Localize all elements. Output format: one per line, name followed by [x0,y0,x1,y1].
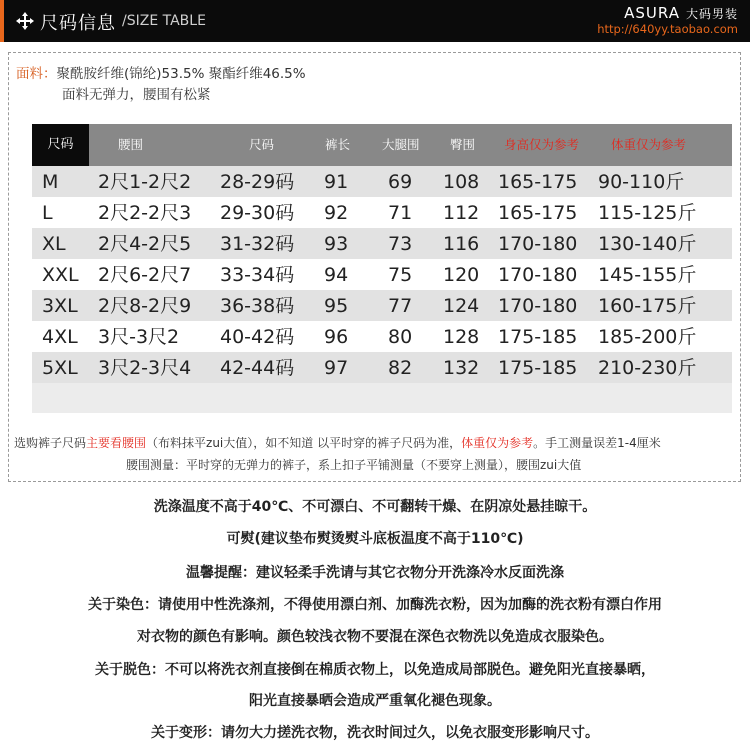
cell-height: 170-180 [498,264,578,286]
table-row [32,166,732,197]
care-line: 温馨提醒：建议轻柔手洗请与其它衣物分开洗涤冷水反面洗涤 [186,565,564,581]
cell-length: 96 [324,326,349,348]
header-thigh: 大腿围 [382,137,420,152]
cell-length: 93 [324,233,349,255]
four-point-arrows-icon [16,12,34,30]
header-subtitle: /SIZE TABLE [122,13,206,29]
cell-hip: 120 [443,264,480,286]
header-size-code: 尺码 [249,137,275,152]
table-row [32,259,732,290]
note-line-2: 腰围测量：平时穿的无弹力的裤子，系上扣子平铺测量（不要穿上测量），腰围zui大值 [126,458,582,472]
cell-size-code: 42-44码 [220,357,295,379]
cell-weight: 210-230斤 [598,357,697,379]
fabric-composition: 聚酰胺纤维(锦纶)53.5% 聚酯纤维46.5% [56,66,306,82]
cell-size-code: 31-32码 [220,233,295,255]
cell-height: 175-185 [498,357,578,379]
header-accent-bar [0,0,4,42]
cell-weight: 115-125斤 [598,202,697,224]
table-empty-row [32,383,732,413]
cell-thigh: 77 [388,295,413,317]
care-line: 对衣物的颜色有影响。颜色较浅衣物不要混在深色衣物洗以免造成衣服染色。 [137,629,613,645]
cell-weight: 160-175斤 [598,295,697,317]
note-text: 。手工测量误差1-4厘米 [533,436,661,450]
cell-size: XL [42,233,66,255]
table-row [32,290,732,321]
note-text: （布料抹平zui大值），如不知道 以平时穿的裤子尺码为准， [146,436,462,450]
cell-size: 5XL [42,357,78,379]
care-line: 关于染色：请使用中性洗涤剂，不得使用漂白剂、加酶洗衣粉，因为加酶的洗衣粉有漂白作用 [88,597,662,613]
header-weight-ref: 体重仅为参考 [611,137,687,152]
cell-weight: 130-140斤 [598,233,697,255]
table-row [32,197,732,228]
cell-thigh: 73 [388,233,413,255]
cell-length: 97 [324,357,349,379]
care-line: 洗涤温度不高于40℃、不可漂白、不可翻转干燥、在阴凉处悬挂晾干。 [153,499,597,515]
cell-height: 165-175 [498,171,578,193]
cell-thigh: 80 [388,326,413,348]
cell-thigh: 75 [388,264,413,286]
cell-height: 175-185 [498,326,578,348]
cell-thigh: 71 [388,202,413,224]
cell-weight: 185-200斤 [598,326,697,348]
note-highlight-waist: 主要看腰围 [86,436,147,450]
cell-length: 91 [324,171,349,193]
header-height-ref: 身高仅为参考 [504,137,580,152]
cell-weight: 145-155斤 [598,264,697,286]
cell-height: 170-180 [498,295,578,317]
cell-height: 165-175 [498,202,578,224]
cell-hip: 128 [443,326,480,348]
section-header [0,0,750,42]
cell-length: 92 [324,202,349,224]
cell-thigh: 69 [388,171,413,193]
cell-waist: 2尺4-2尺5 [98,233,192,255]
care-line: 关于变形：请勿大力搓洗衣物，洗衣时间过久，以免衣服变形影响尺寸。 [151,725,599,741]
cell-size: XXL [42,264,79,286]
cell-hip: 116 [443,233,480,255]
note-highlight-weight: 体重仅为参考 [461,436,534,450]
cell-waist: 3尺-3尺2 [98,326,180,348]
cell-hip: 112 [443,202,480,224]
cell-size-code: 28-29码 [220,171,295,193]
cell-waist: 3尺2-3尺4 [98,357,192,379]
header-hip: 臀围 [450,137,476,152]
cell-length: 94 [324,264,349,286]
cell-hip: 124 [443,295,480,317]
fabric-label: 面料： [16,66,57,82]
care-line: 关于脱色：不可以将洗衣剂直接倒在棉质衣物上，以免造成局部脱色。避免阳光直接暴晒， [95,662,655,678]
table-row [32,321,732,352]
cell-size-code: 40-42码 [220,326,295,348]
header-size: 尺码 [32,124,89,166]
cell-waist: 2尺2-2尺3 [98,202,192,224]
fabric-info [16,64,306,106]
cell-size-code: 36-38码 [220,295,295,317]
table-row [32,352,732,383]
cell-size: 4XL [42,326,78,348]
cell-waist: 2尺6-2尺7 [98,264,192,286]
size-table [32,124,732,413]
cell-hip: 108 [443,171,480,193]
header-length: 裤长 [325,137,351,152]
brand-name [624,4,738,22]
header-title: 尺码信息 [40,13,116,34]
cell-size: M [42,171,59,193]
header-waist: 腰围 [118,137,144,152]
cell-weight: 90-110斤 [598,171,685,193]
cell-length: 95 [324,295,349,317]
note-line-1 [14,432,661,454]
measurement-notes [14,432,661,476]
cell-size: 3XL [42,295,78,317]
cell-waist: 2尺1-2尺2 [98,171,192,193]
brand-logo-text: ASURA [624,4,680,22]
note-text: 选购裤子尺码 [14,436,87,450]
brand-tagline: 大码男装 [685,7,738,21]
care-line: 阳光直接暴晒会造成严重氧化褪色现象。 [249,693,501,709]
cell-thigh: 82 [388,357,413,379]
cell-waist: 2尺8-2尺9 [98,295,192,317]
cell-hip: 132 [443,357,480,379]
shop-url-link[interactable]: http://640yy.taobao.com [597,22,738,36]
fabric-note: 面料无弹力，腰围有松紧 [62,87,211,103]
cell-size: L [42,202,53,224]
table-header-row [32,124,732,166]
cell-size-code: 29-30码 [220,202,295,224]
care-line: 可熨(建议垫布熨烫熨斗底板温度不高于110℃) [226,531,524,547]
cell-height: 170-180 [498,233,578,255]
cell-size-code: 33-34码 [220,264,295,286]
table-row [32,228,732,259]
